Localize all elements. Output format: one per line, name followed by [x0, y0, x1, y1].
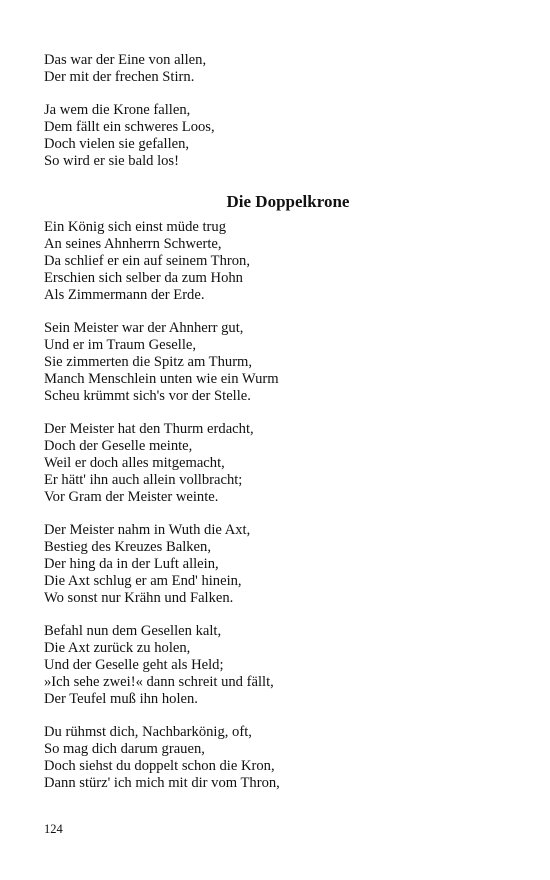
verse-line: Ein König sich einst müde trug	[44, 219, 226, 235]
prev-stanza-2	[44, 102, 504, 170]
verse-line: Als Zimmermann der Erde.	[44, 286, 205, 303]
stanza-4	[44, 522, 504, 607]
verse-line: Befahl nun dem Gesellen kalt,	[44, 623, 222, 639]
verse-line: Der hing da in der Luft allein,	[44, 555, 219, 572]
verse-line: »Ich sehe zwei!« dann schreit und fällt,	[44, 673, 274, 690]
verse-line: Vor Gram der Meister weinte.	[44, 488, 219, 505]
stanza-5	[44, 623, 504, 708]
verse-line: Bestieg des Kreuzes Balken,	[44, 538, 211, 555]
verse-line: Ja wem die Krone fallen,	[44, 102, 191, 118]
verse-line: Das war der Eine von allen,	[44, 52, 207, 68]
verse-line: Scheu krümmt sich's vor der Stelle.	[44, 387, 251, 404]
verse-line: Doch siehst du doppelt schon die Kron,	[44, 757, 275, 774]
verse-line: Der Teufel muß ihn holen.	[44, 690, 198, 707]
verse-line: Sie zimmerten die Spitz am Thurm,	[44, 353, 253, 370]
verse-line: Und er im Traum Geselle,	[44, 336, 197, 353]
verse-line: Die Axt schlug er am End' hinein,	[44, 572, 242, 589]
verse-line: Und der Geselle geht als Held;	[44, 656, 224, 673]
verse-line: Der Meister hat den Thurm erdacht,	[44, 421, 254, 437]
verse-line: Er hätt' ihn auch allein vollbracht;	[44, 471, 243, 488]
stanza-1	[44, 219, 504, 304]
verse-line: Doch der Geselle meinte,	[44, 437, 193, 454]
verse-line: So mag dich darum grauen,	[44, 740, 205, 757]
page-number: 124	[44, 822, 63, 836]
verse-line: Dann stürz' ich mich mit dir vom Thron,	[44, 774, 280, 791]
verse-line: Weil er doch alles mitgemacht,	[44, 454, 225, 471]
verse-line: Der Meister nahm in Wuth die Axt,	[44, 522, 251, 538]
stanza-2	[44, 320, 504, 405]
verse-line: Doch vielen sie gefallen,	[44, 135, 190, 152]
verse-line: Dem fällt ein schweres Loos,	[44, 118, 215, 135]
verse-line: An seines Ahnherrn Schwerte,	[44, 235, 222, 252]
verse-line: Sein Meister war der Ahnherr gut,	[44, 320, 244, 336]
verse-line: Du rühmst dich, Nachbarkönig, oft,	[44, 724, 252, 740]
verse-line: Manch Menschlein unten wie ein Wurm	[44, 370, 279, 387]
verse-line: So wird er sie bald los!	[44, 152, 179, 169]
verse-line: Die Axt zurück zu holen,	[44, 639, 191, 656]
verse-line: Der mit der frechen Stirn.	[44, 68, 195, 85]
verse-line: Wo sonst nur Krähn und Falken.	[44, 589, 234, 606]
stanza-3	[44, 421, 504, 506]
stanza-6	[44, 724, 504, 792]
poem-title: Die Doppelkrone	[226, 192, 350, 211]
verse-line: Da schlief er ein auf seinem Thron,	[44, 252, 250, 269]
prev-stanza-1	[44, 52, 504, 86]
verse-line: Erschien sich selber da zum Hohn	[44, 269, 243, 286]
